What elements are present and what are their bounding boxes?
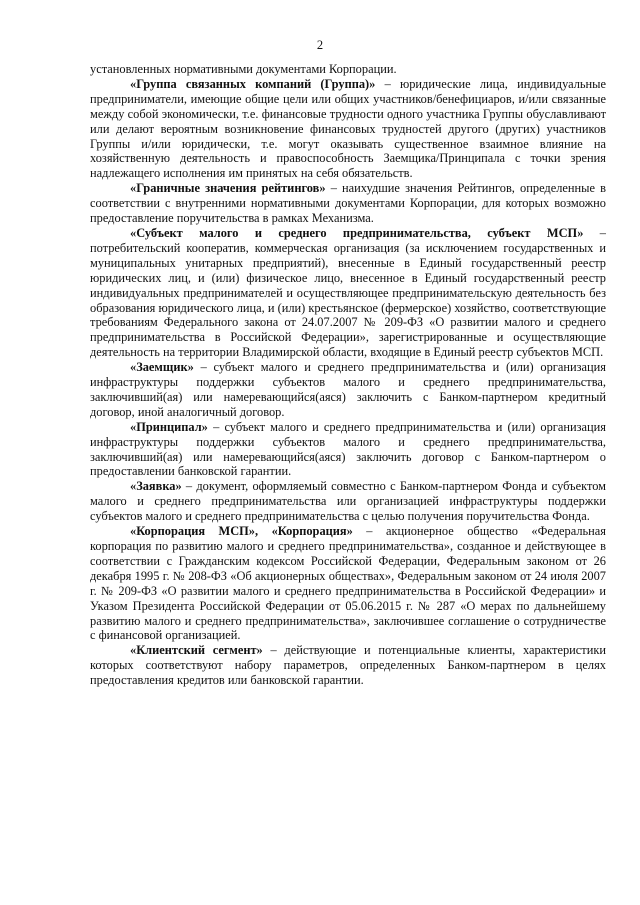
definition-text: – субъект малого и среднего предпринимательства и (или) организация инфраструктуры поддержки субъектов малого и среднего предпринимательства, заключивший(ая) или намеревающийся(аяся) заключить договор с Банком-партнером о предоставлении банковской гарантии.: [90, 419, 606, 479]
definition-client-segment: [90, 643, 606, 688]
definition-term: «Корпорация МСП», «Корпорация»: [130, 524, 353, 539]
definition-text: – документ, оформляемый совместно с Банком-партнером Фонда и субъектом малого и среднего предпринимательства или организацией инфраструктуры поддержки субъектов малого и среднего предпринимательства с целью получения поручительства Фонда.: [90, 479, 606, 524]
definition-text: – наихудшие значения Рейтингов, определенные в соответствии с внутренними нормативными документами Корпорации, для которых возможно предоставление поручительства в рамках Механизма.: [90, 181, 606, 226]
definition-rating-thresholds: [90, 181, 606, 226]
paragraph-continuation: [90, 62, 606, 77]
definition-application: [90, 479, 606, 524]
definition-text: – юридические лица, индивидуальные предприниматели, имеющие общие цели или общих участников/бенефициаров, и/или связанные между собой экономически, т.е. финансовые трудности одного участника Группы обуславливают или делают вероятным возникновение финансовых трудностей другого (других) участников Группы и/или юридически, т.е. могут оказывать существенное взаимное влияние на хозяйственную деятельность и правоспособность Заемщика/Принципала с точки зрения надлежащего исполнения им принятых на себя обязательств.: [90, 76, 606, 181]
definition-text: – потребительский кооператив, коммерческая организация (за исключением государственных и муниципальных унитарных предприятий), внесенные в Единый государственный реестр юридических лиц, и (или) физическое лицо, внесенное в Единый государственный реестр индивидуальных предпринимателей и осуществляющее предпринимательскую деятельность без образования юридического лица, и (или) крестьянское (фермерское) хозяйство, соответствующие требованиям Федерального закона от 24.07.2007 № 209-ФЗ «О развитии малого и среднего предпринимательства в Российской Федерации», зарегистрированные и осуществляющие деятельность на территории Владимирской области, входящие в Единый реестр субъектов МСП.: [90, 225, 607, 360]
definition-sme-corporation: [90, 524, 606, 643]
definition-borrower: [90, 360, 606, 420]
definition-term: «Граничные значения рейтингов»: [130, 181, 326, 196]
definition-principal: [90, 420, 606, 480]
definition-term: «Принципал»: [130, 419, 208, 434]
definition-text: – субъект малого и среднего предпринимательства и (или) организация инфраструктуры поддержки субъектов малого и среднего предпринимательства, заключивший(ая) или намеревающийся(аяся) заключить с Банком-партнером кредитный договор, иной аналогичный договор.: [90, 360, 606, 419]
definition-term: «Группа связанных компаний (Группа)»: [130, 76, 376, 91]
definition-sme-subject: [90, 226, 606, 360]
definition-group: [90, 77, 606, 181]
paragraph-text: установленных нормативными документами Корпорации.: [90, 62, 397, 76]
page-number: 2: [316, 38, 324, 52]
definition-term: «Заемщик»: [130, 360, 194, 375]
definition-term: «Субъект малого и среднего предпринимательства, субъект МСП»: [130, 225, 584, 240]
definition-text: – акционерное общество «Федеральная корпорация по развитию малого и среднего предпринимательства», созданное и действующее в соответствии с Гражданским кодексом Российской Федерации, Федеральным законом от 26 декабря 1995 г. № 208-ФЗ «Об акционерных обществах», Федеральным законом от 24 июля 2007 г. № 209-ФЗ «О развитии малого и среднего предпринимательства в Российской Федерации» и Указом Президента Российской Федерации от 05.06.2015 г. № 287 «О мерах по дальнейшему развитию малого и среднего предпринимательства», заключившее соглашение о сотрудничестве с финансовой организацией.: [90, 524, 606, 643]
definition-term: «Заявка»: [130, 479, 182, 494]
definition-term: «Клиентский сегмент»: [130, 643, 263, 658]
definition-text: – действующие и потенциальные клиенты, характеристики которых соответствуют набору параметров, определенных Банком-партнером в целях предоставления кредитов или банковской гарантии.: [90, 643, 606, 688]
document-body: [90, 62, 606, 688]
